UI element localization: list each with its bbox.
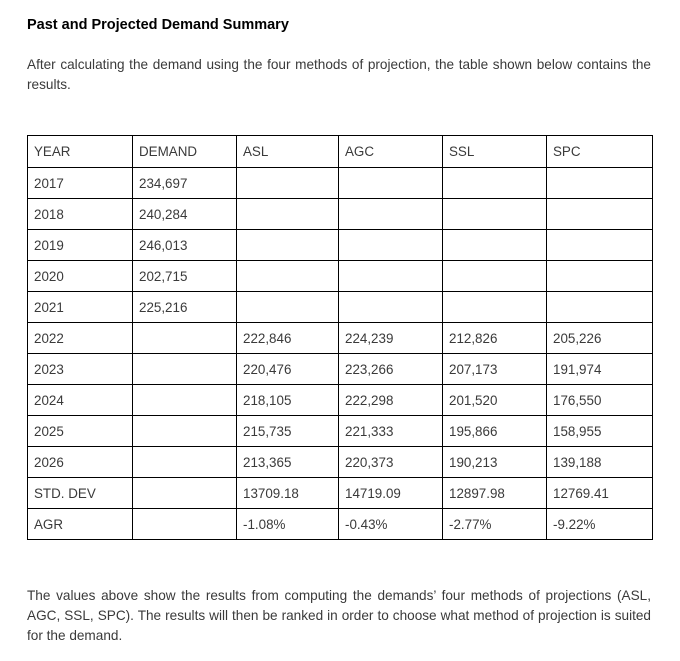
- cell-year: 2017: [28, 168, 133, 199]
- cell-demand: [133, 385, 237, 416]
- cell-ssl: [443, 230, 547, 261]
- header-year: YEAR: [28, 136, 133, 168]
- cell-year: 2022: [28, 323, 133, 354]
- cell-ssl: -2.77%: [443, 509, 547, 540]
- cell-spc: [547, 199, 653, 230]
- cell-demand: [133, 509, 237, 540]
- cell-year: 2025: [28, 416, 133, 447]
- cell-asl: [237, 230, 339, 261]
- cell-spc: 158,955: [547, 416, 653, 447]
- cell-ssl: 212,826: [443, 323, 547, 354]
- cell-asl: [237, 261, 339, 292]
- cell-agc: 224,239: [339, 323, 443, 354]
- cell-asl: 222,846: [237, 323, 339, 354]
- cell-spc: 139,188: [547, 447, 653, 478]
- cell-asl: 215,735: [237, 416, 339, 447]
- cell-agc: [339, 261, 443, 292]
- table-row: [28, 292, 653, 323]
- cell-year: 2026: [28, 447, 133, 478]
- cell-spc: [547, 292, 653, 323]
- table-row: [28, 230, 653, 261]
- cell-year: 2020: [28, 261, 133, 292]
- cell-ssl: [443, 199, 547, 230]
- cell-demand: 234,697: [133, 168, 237, 199]
- cell-spc: [547, 261, 653, 292]
- cell-year: AGR: [28, 509, 133, 540]
- cell-year: 2023: [28, 354, 133, 385]
- cell-spc: [547, 230, 653, 261]
- cell-demand: 225,216: [133, 292, 237, 323]
- cell-asl: [237, 199, 339, 230]
- cell-ssl: [443, 292, 547, 323]
- table-row: [28, 478, 653, 509]
- cell-asl: 220,476: [237, 354, 339, 385]
- table-row: [28, 354, 653, 385]
- cell-spc: 12769.41: [547, 478, 653, 509]
- intro-paragraph: After calculating the demand using the four methods of projection, the table shown below contains the results.: [27, 57, 651, 92]
- cell-agc: [339, 292, 443, 323]
- cell-asl: [237, 168, 339, 199]
- cell-spc: 205,226: [547, 323, 653, 354]
- cell-agc: [339, 199, 443, 230]
- table-row: [28, 509, 653, 540]
- table-row: [28, 199, 653, 230]
- table-header-row: [28, 136, 653, 168]
- cell-agc: 220,373: [339, 447, 443, 478]
- cell-agc: 14719.09: [339, 478, 443, 509]
- cell-ssl: 195,866: [443, 416, 547, 447]
- table-row: [28, 323, 653, 354]
- cell-spc: [547, 168, 653, 199]
- header-ssl: SSL: [443, 136, 547, 168]
- cell-spc: 191,974: [547, 354, 653, 385]
- table-row: [28, 416, 653, 447]
- cell-asl: -1.08%: [237, 509, 339, 540]
- header-agc: AGC: [339, 136, 443, 168]
- results-table-body: [28, 136, 653, 540]
- cell-ssl: 12897.98: [443, 478, 547, 509]
- cell-spc: -9.22%: [547, 509, 653, 540]
- table-row: [28, 261, 653, 292]
- results-table: [27, 135, 653, 540]
- cell-demand: [133, 478, 237, 509]
- cell-demand: 246,013: [133, 230, 237, 261]
- cell-demand: 240,284: [133, 199, 237, 230]
- cell-demand: [133, 323, 237, 354]
- cell-agc: [339, 168, 443, 199]
- cell-year: 2021: [28, 292, 133, 323]
- cell-agc: 223,266: [339, 354, 443, 385]
- header-asl: ASL: [237, 136, 339, 168]
- cell-year: STD. DEV: [28, 478, 133, 509]
- cell-ssl: 201,520: [443, 385, 547, 416]
- page-title: Past and Projected Demand Summary: [27, 17, 289, 33]
- cell-agc: 221,333: [339, 416, 443, 447]
- cell-asl: 218,105: [237, 385, 339, 416]
- cell-agc: -0.43%: [339, 509, 443, 540]
- cell-agc: [339, 230, 443, 261]
- outro-paragraph: The values above show the results from computing the demands’ four methods of projections (ASL, AGC, SSL, SPC). The results will then be ranked in order to choose what method of projection is suited for the demand.: [27, 588, 651, 643]
- table-row: [28, 168, 653, 199]
- cell-demand: [133, 447, 237, 478]
- cell-ssl: [443, 261, 547, 292]
- cell-agc: 222,298: [339, 385, 443, 416]
- cell-demand: [133, 416, 237, 447]
- cell-ssl: 190,213: [443, 447, 547, 478]
- cell-ssl: 207,173: [443, 354, 547, 385]
- cell-spc: 176,550: [547, 385, 653, 416]
- cell-demand: 202,715: [133, 261, 237, 292]
- table-row: [28, 447, 653, 478]
- table-row: [28, 385, 653, 416]
- cell-ssl: [443, 168, 547, 199]
- cell-demand: [133, 354, 237, 385]
- header-spc: SPC: [547, 136, 653, 168]
- cell-asl: [237, 292, 339, 323]
- cell-asl: 213,365: [237, 447, 339, 478]
- header-demand: DEMAND: [133, 136, 237, 168]
- cell-asl: 13709.18: [237, 478, 339, 509]
- cell-year: 2019: [28, 230, 133, 261]
- cell-year: 2024: [28, 385, 133, 416]
- cell-year: 2018: [28, 199, 133, 230]
